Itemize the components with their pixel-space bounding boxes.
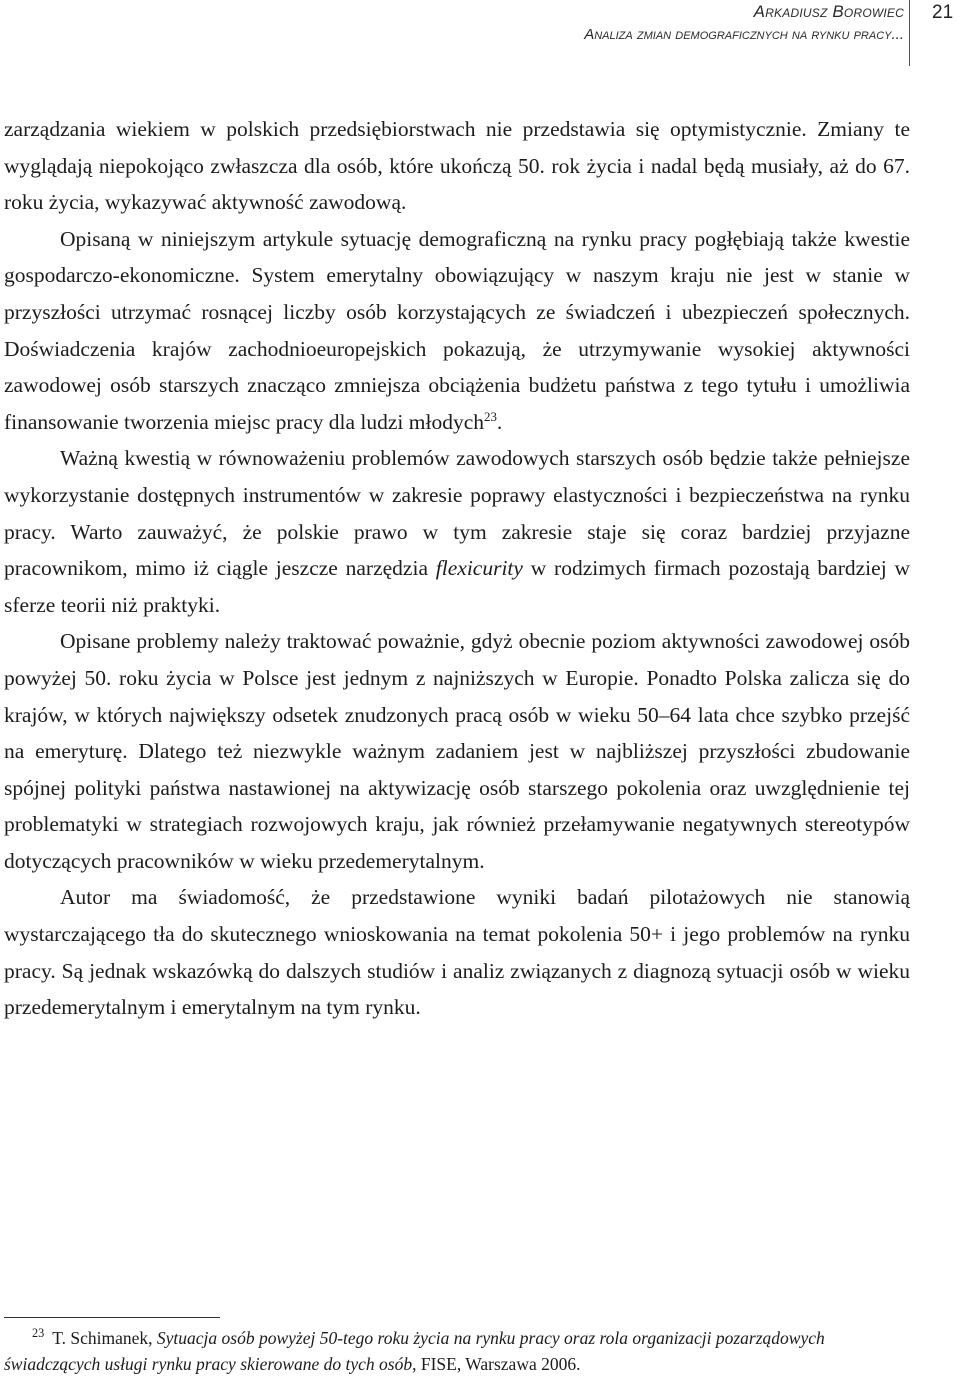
header-author: Arkadiusz Borowiec — [753, 2, 904, 21]
footnote-reference[interactable]: 23 — [484, 409, 497, 424]
flexicurity-term: flexicurity — [435, 556, 523, 581]
paragraph-2-text: Opisaną w niniejszym artykule sytuację demograficzną na rynku pracy pogłębiają także kwestie gospodarczo-ekonomiczne. System emerytalny obowiązujący w naszym kraju nie jest w stanie w przyszłości utrzymać rosnącej liczby osób korzystających ze świadczeń i ubezpieczeń społecznych. Doświadczenia krajów zachodnioeuropejskich pokazują, że utrzymywanie wysokiej aktywności zawodowej osób starszych znacząco zmniejsza obciążenia budżetu państwa z tego tytułu i umożliwia finansowanie tworzenia miejsc pracy dla ludzi młodych — [4, 226, 910, 434]
footnote-title: Sytuacja osób powyżej 50-tego roku życia na rynku pracy oraz rola organizacji pozarządowych świadczących usługi rynku pracy skierowane do tych osób — [4, 1328, 825, 1374]
paragraph-3-text-b: w rodzimych firmach pozostają bardziej w sferze teorii niż praktyki. — [4, 556, 910, 617]
footnote-23 — [4, 1325, 910, 1377]
running-header — [0, 0, 960, 70]
footnote-separator — [4, 1317, 220, 1318]
page-number: 21 — [932, 2, 954, 23]
header-article-title: Analiza zmian demograficznych na rynku pracy... — [584, 26, 904, 43]
paragraph-1: zarządzania wiekiem w polskich przedsiębiorstwach nie przedstawia się optymistycznie. Zmiany te wyglądają niepokojąco zwłaszcza dla osób, które ukończą 50. rok życia i nadal będą musiały, aż do 67. roku życia, wykazywać aktywność zawodową. — [4, 117, 910, 215]
paragraph-3 — [4, 440, 910, 623]
article-body — [4, 111, 910, 1026]
footnote-number: 23 — [32, 1326, 45, 1341]
paragraph-2 — [4, 221, 910, 441]
footnote-author: T. Schimanek, — [52, 1328, 157, 1348]
header-divider — [909, 0, 910, 66]
paragraph-4: Opisane problemy należy traktować poważnie, gdyż obecnie poziom aktywności zawodowej osób powyżej 50. roku życia w Polsce jest jednym z najniższych w Europie. Ponadto Polska zalicza się do krajów, w których największy odsetek znudzonych pracą osób w wieku 50–64 lata chce szybko przejść na emeryturę. Dlatego też niezwykle ważnym zadaniem jest w najbliższej przyszłości zbudowanie spójnej polityki państwa nastawionej na aktywizację osób starszego pokolenia oraz uwzględnienie tej problematyki w strategiach rozwojowych kraju, jak również przełamywanie negatywnych stereotypów dotyczących pracowników w wieku przedemerytalnym. — [4, 629, 910, 873]
footnote-publication: , FISE, Warszawa 2006. — [412, 1354, 581, 1374]
paragraph-3-text-a: Ważną kwestią w równoważeniu problemów zawodowych starszych osób będzie także pełniejsze wykorzystanie dostępnych instrumentów w zakresie poprawy elastyczności i bezpieczeństwa na rynku pracy. Warto zauważyć, że polskie prawo w tym zakresie staje się coraz bardziej przyjazne pracownikom, mimo iż ciągle jeszcze narzędzia — [4, 446, 910, 581]
paragraph-2-end: . — [496, 409, 503, 434]
paragraph-5: Autor ma świadomość, że przedstawione wyniki badań pilotażowych nie stanowią wystarczającego tła do skutecznego wnioskowania na temat pokolenia 50+ i jego problemów na rynku pracy. Są jednak wskazówką do dalszych studiów i analiz związanych z diagnozą sytuacji osób w wieku przedemerytalnym i emerytalnym na tym rynku. — [4, 885, 910, 1020]
